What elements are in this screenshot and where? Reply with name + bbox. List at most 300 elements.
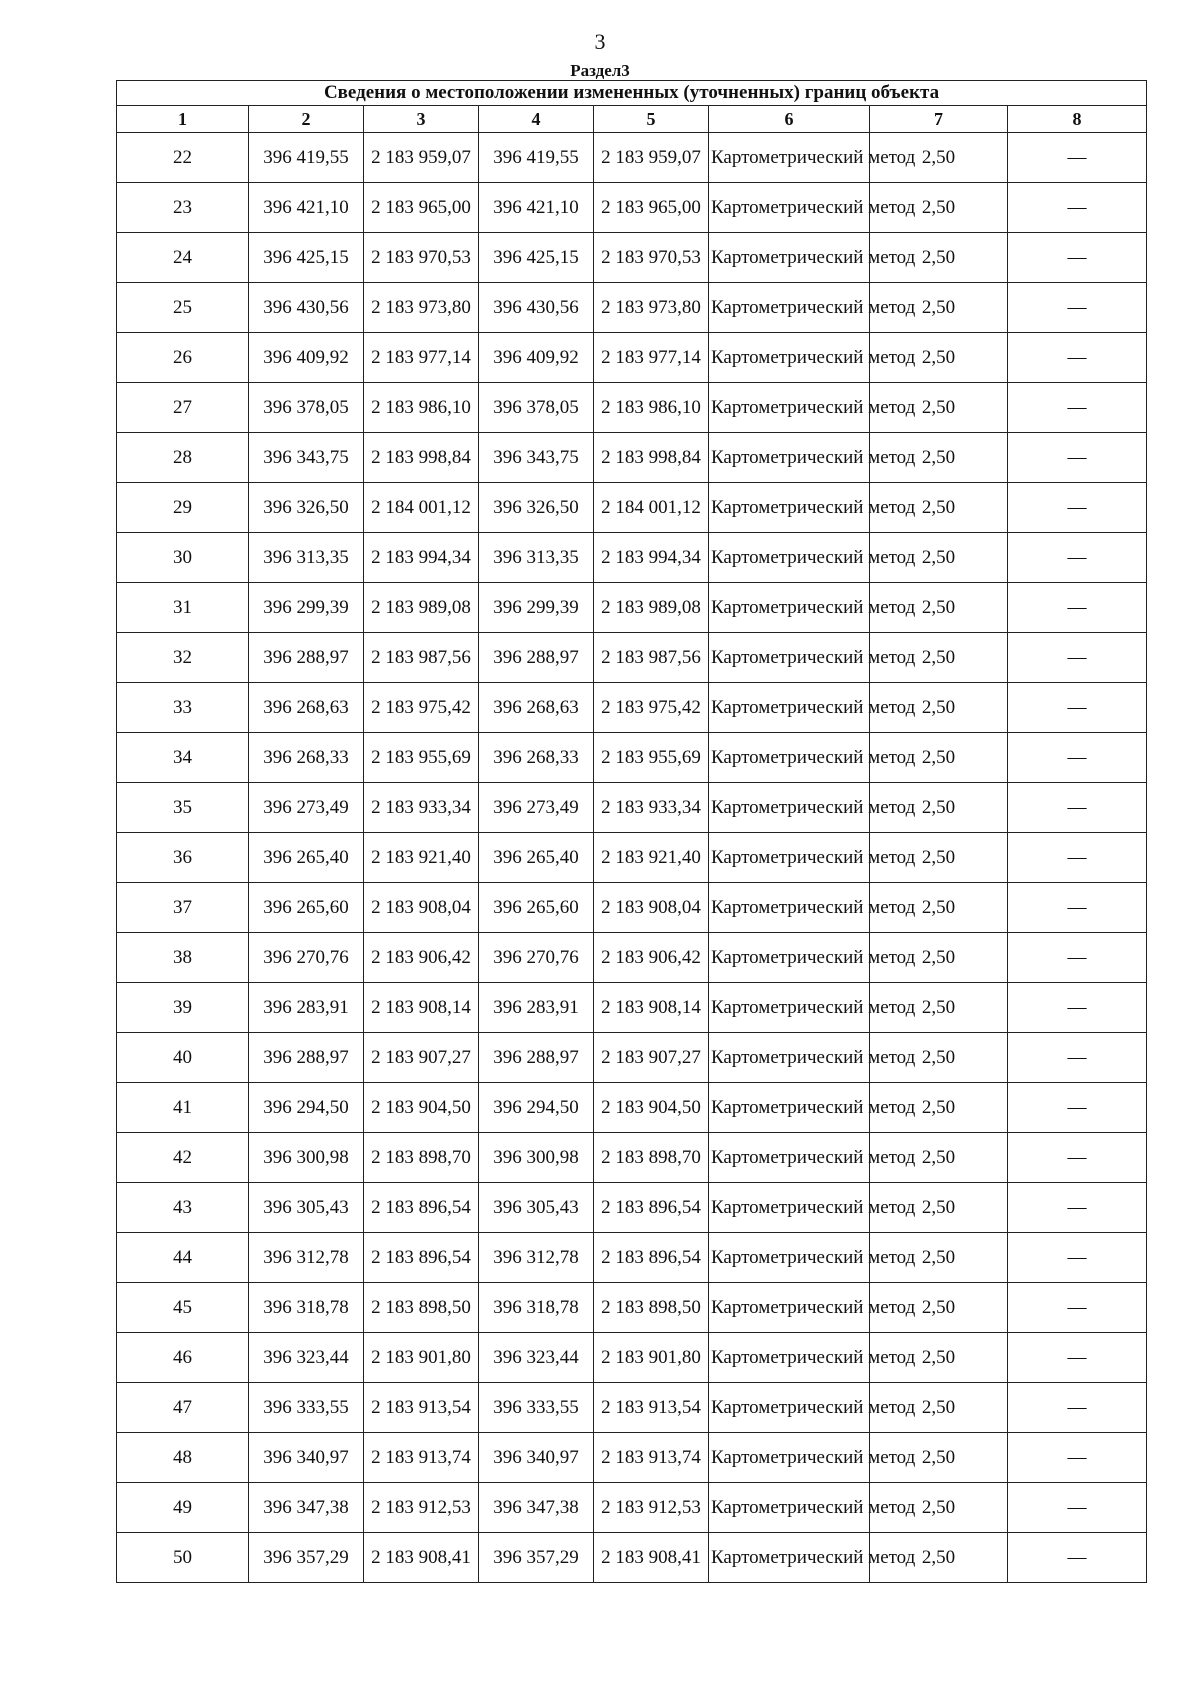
- method-cell: [709, 1083, 916, 1133]
- note-cell: —: [1008, 633, 1147, 683]
- method-text: Картометрический метод: [711, 296, 916, 318]
- x-refined-cell: 396 421,10: [479, 183, 594, 233]
- accuracy-cell: 2,50: [870, 583, 1008, 633]
- y-refined-cell: 2 183 896,54: [594, 1183, 709, 1233]
- y-refined-cell: 2 183 896,54: [594, 1233, 709, 1283]
- point-number-cell: 50: [117, 1533, 249, 1583]
- x-existing-cell: 396 270,76: [249, 933, 364, 983]
- y-refined-cell: 2 183 998,84: [594, 433, 709, 483]
- y-existing-cell: 2 183 896,54: [364, 1233, 479, 1283]
- x-refined-cell: 396 270,76: [479, 933, 594, 983]
- accuracy-cell: 2,50: [870, 1283, 1008, 1333]
- table-row: [117, 983, 1147, 1033]
- table-row: [117, 283, 1147, 333]
- y-existing-cell: 2 183 989,08: [364, 583, 479, 633]
- x-refined-cell: 396 265,60: [479, 883, 594, 933]
- x-refined-cell: 396 333,55: [479, 1383, 594, 1433]
- method-cell: [709, 333, 916, 383]
- note-cell: —: [1008, 733, 1147, 783]
- note-cell: —: [1008, 183, 1147, 233]
- note-cell: —: [1008, 383, 1147, 433]
- x-refined-cell: 396 294,50: [479, 1083, 594, 1133]
- y-existing-cell: 2 183 898,50: [364, 1283, 479, 1333]
- method-text: Картометрический метод: [711, 1446, 916, 1468]
- method-cell: [709, 1383, 916, 1433]
- table-row: [117, 1383, 1147, 1433]
- point-number-cell: 23: [117, 183, 249, 233]
- table-row: [117, 783, 1147, 833]
- x-refined-cell: 396 288,97: [479, 633, 594, 683]
- method-text: Картометрический метод: [711, 596, 916, 618]
- point-number-cell: 43: [117, 1183, 249, 1233]
- method-cell: [709, 1433, 916, 1483]
- method-text: Картометрический метод: [711, 896, 916, 918]
- table-row: [117, 433, 1147, 483]
- y-refined-cell: 2 183 908,41: [594, 1533, 709, 1583]
- accuracy-cell: 2,50: [870, 433, 1008, 483]
- y-refined-cell: 2 183 994,34: [594, 533, 709, 583]
- y-refined-cell: 2 183 901,80: [594, 1333, 709, 1383]
- note-cell: —: [1008, 1083, 1147, 1133]
- note-cell: —: [1008, 483, 1147, 533]
- x-refined-cell: 396 318,78: [479, 1283, 594, 1333]
- method-text: Картометрический метод: [711, 1096, 916, 1118]
- x-existing-cell: 396 340,97: [249, 1433, 364, 1483]
- x-refined-cell: 396 299,39: [479, 583, 594, 633]
- y-existing-cell: 2 183 998,84: [364, 433, 479, 483]
- table-row: [117, 933, 1147, 983]
- y-refined-cell: 2 184 001,12: [594, 483, 709, 533]
- note-cell: —: [1008, 683, 1147, 733]
- x-existing-cell: 396 294,50: [249, 1083, 364, 1133]
- y-existing-cell: 2 183 913,74: [364, 1433, 479, 1483]
- x-existing-cell: 396 288,97: [249, 1033, 364, 1083]
- x-refined-cell: 396 409,92: [479, 333, 594, 383]
- table-row: [117, 333, 1147, 383]
- table-row: [117, 1083, 1147, 1133]
- method-text: Картометрический метод: [711, 396, 916, 418]
- x-refined-cell: 396 419,55: [479, 133, 594, 183]
- method-text: Картометрический метод: [711, 1196, 916, 1218]
- method-text: Картометрический метод: [711, 696, 916, 718]
- x-refined-cell: 396 268,33: [479, 733, 594, 783]
- accuracy-cell: 2,50: [870, 783, 1008, 833]
- y-existing-cell: 2 183 904,50: [364, 1083, 479, 1133]
- x-refined-cell: 396 312,78: [479, 1233, 594, 1283]
- y-refined-cell: 2 183 970,53: [594, 233, 709, 283]
- x-existing-cell: 396 323,44: [249, 1333, 364, 1383]
- x-existing-cell: 396 299,39: [249, 583, 364, 633]
- x-existing-cell: 396 419,55: [249, 133, 364, 183]
- note-cell: —: [1008, 133, 1147, 183]
- y-refined-cell: 2 183 977,14: [594, 333, 709, 383]
- method-text: Картометрический метод: [711, 1346, 916, 1368]
- method-cell: [709, 1533, 916, 1583]
- method-text: Картометрический метод: [711, 796, 916, 818]
- method-text: Картометрический метод: [711, 746, 916, 768]
- accuracy-cell: 2,50: [870, 1383, 1008, 1433]
- method-cell: [709, 1333, 916, 1383]
- x-refined-cell: 396 430,56: [479, 283, 594, 333]
- x-refined-cell: 396 313,35: [479, 533, 594, 583]
- table-row: [117, 733, 1147, 783]
- coordinates-table: [116, 80, 1147, 1583]
- accuracy-cell: 2,50: [870, 883, 1008, 933]
- x-refined-cell: 396 343,75: [479, 433, 594, 483]
- x-existing-cell: 396 265,40: [249, 833, 364, 883]
- x-existing-cell: 396 318,78: [249, 1283, 364, 1333]
- column-number: 1: [117, 106, 249, 133]
- note-cell: —: [1008, 1483, 1147, 1533]
- accuracy-cell: 2,50: [870, 1133, 1008, 1183]
- method-text: Картометрический метод: [711, 546, 916, 568]
- x-existing-cell: 396 305,43: [249, 1183, 364, 1233]
- table-row: [117, 133, 1147, 183]
- accuracy-cell: 2,50: [870, 1183, 1008, 1233]
- accuracy-cell: 2,50: [870, 1433, 1008, 1483]
- x-existing-cell: 396 283,91: [249, 983, 364, 1033]
- method-text: Картометрический метод: [711, 996, 916, 1018]
- x-refined-cell: 396 268,63: [479, 683, 594, 733]
- y-refined-cell: 2 183 912,53: [594, 1483, 709, 1533]
- point-number-cell: 40: [117, 1033, 249, 1083]
- point-number-cell: 28: [117, 433, 249, 483]
- y-refined-cell: 2 183 913,54: [594, 1383, 709, 1433]
- method-cell: [709, 183, 916, 233]
- y-refined-cell: 2 183 955,69: [594, 733, 709, 783]
- accuracy-cell: 2,50: [870, 833, 1008, 883]
- note-cell: —: [1008, 1383, 1147, 1433]
- point-number-cell: 31: [117, 583, 249, 633]
- y-existing-cell: 2 183 959,07: [364, 133, 479, 183]
- table-row: [117, 1233, 1147, 1283]
- table-row: [117, 1483, 1147, 1533]
- x-refined-cell: 396 347,38: [479, 1483, 594, 1533]
- method-cell: [709, 883, 916, 933]
- table-row: [117, 583, 1147, 633]
- point-number-cell: 44: [117, 1233, 249, 1283]
- column-number: 2: [249, 106, 364, 133]
- accuracy-cell: 2,50: [870, 383, 1008, 433]
- accuracy-cell: 2,50: [870, 1533, 1008, 1583]
- x-existing-cell: 396 357,29: [249, 1533, 364, 1583]
- method-cell: [709, 733, 916, 783]
- x-existing-cell: 396 333,55: [249, 1383, 364, 1433]
- method-text: Картометрический метод: [711, 146, 916, 168]
- y-existing-cell: 2 183 912,53: [364, 1483, 479, 1533]
- note-cell: —: [1008, 833, 1147, 883]
- point-number-cell: 22: [117, 133, 249, 183]
- note-cell: —: [1008, 433, 1147, 483]
- y-existing-cell: 2 183 975,42: [364, 683, 479, 733]
- y-existing-cell: 2 183 921,40: [364, 833, 479, 883]
- x-existing-cell: 396 273,49: [249, 783, 364, 833]
- x-existing-cell: 396 313,35: [249, 533, 364, 583]
- x-existing-cell: 396 421,10: [249, 183, 364, 233]
- x-existing-cell: 396 378,05: [249, 383, 364, 433]
- x-existing-cell: 396 409,92: [249, 333, 364, 383]
- method-cell: [709, 1283, 916, 1333]
- y-existing-cell: 2 183 908,41: [364, 1533, 479, 1583]
- column-number: 3: [364, 106, 479, 133]
- method-text: Картометрический метод: [711, 1396, 916, 1418]
- point-number-cell: 46: [117, 1333, 249, 1383]
- x-refined-cell: 396 357,29: [479, 1533, 594, 1583]
- point-number-cell: 39: [117, 983, 249, 1033]
- method-cell: [709, 383, 916, 433]
- column-number: 8: [1008, 106, 1147, 133]
- y-refined-cell: 2 183 906,42: [594, 933, 709, 983]
- table-caption: Сведения о местоположении измененных (уточненных) границ объекта: [117, 81, 1147, 106]
- method-cell: [709, 1483, 916, 1533]
- point-number-cell: 29: [117, 483, 249, 533]
- point-number-cell: 24: [117, 233, 249, 283]
- table-row: [117, 1333, 1147, 1383]
- table-row: [117, 1033, 1147, 1083]
- point-number-cell: 47: [117, 1383, 249, 1433]
- note-cell: —: [1008, 283, 1147, 333]
- x-refined-cell: 396 323,44: [479, 1333, 594, 1383]
- y-existing-cell: 2 183 908,04: [364, 883, 479, 933]
- method-cell: [709, 633, 916, 683]
- y-existing-cell: 2 183 908,14: [364, 983, 479, 1033]
- y-existing-cell: 2 183 986,10: [364, 383, 479, 433]
- accuracy-cell: 2,50: [870, 1483, 1008, 1533]
- section-title: Раздел3: [570, 61, 630, 80]
- point-number-cell: 32: [117, 633, 249, 683]
- accuracy-cell: 2,50: [870, 133, 1008, 183]
- point-number-cell: 27: [117, 383, 249, 433]
- note-cell: —: [1008, 783, 1147, 833]
- table-row: [117, 483, 1147, 533]
- y-existing-cell: 2 183 965,00: [364, 183, 479, 233]
- method-text: Картометрический метод: [711, 846, 916, 868]
- method-cell: [709, 133, 916, 183]
- table-row: [117, 1283, 1147, 1333]
- method-text: Картометрический метод: [711, 1046, 916, 1068]
- point-number-cell: 37: [117, 883, 249, 933]
- accuracy-cell: 2,50: [870, 1233, 1008, 1283]
- y-refined-cell: 2 183 975,42: [594, 683, 709, 733]
- x-refined-cell: 396 283,91: [479, 983, 594, 1033]
- x-existing-cell: 396 347,38: [249, 1483, 364, 1533]
- x-existing-cell: 396 300,98: [249, 1133, 364, 1183]
- x-existing-cell: 396 312,78: [249, 1233, 364, 1283]
- y-refined-cell: 2 183 907,27: [594, 1033, 709, 1083]
- method-cell: [709, 283, 916, 333]
- method-text: Картометрический метод: [711, 196, 916, 218]
- method-text: Картометрический метод: [711, 1546, 916, 1568]
- accuracy-cell: 2,50: [870, 1333, 1008, 1383]
- note-cell: —: [1008, 533, 1147, 583]
- note-cell: —: [1008, 1333, 1147, 1383]
- table-row: [117, 1533, 1147, 1583]
- accuracy-cell: 2,50: [870, 533, 1008, 583]
- x-refined-cell: 396 288,97: [479, 1033, 594, 1083]
- page-number: 3: [594, 29, 606, 54]
- method-text: Картометрический метод: [711, 1246, 916, 1268]
- table-caption-row: [117, 81, 1147, 106]
- point-number-cell: 48: [117, 1433, 249, 1483]
- accuracy-cell: 2,50: [870, 733, 1008, 783]
- x-refined-cell: 396 326,50: [479, 483, 594, 533]
- accuracy-cell: 2,50: [870, 633, 1008, 683]
- y-refined-cell: 2 183 904,50: [594, 1083, 709, 1133]
- table-row: [117, 183, 1147, 233]
- accuracy-cell: 2,50: [870, 183, 1008, 233]
- method-cell: [709, 533, 916, 583]
- point-number-cell: 45: [117, 1283, 249, 1333]
- y-refined-cell: 2 183 987,56: [594, 633, 709, 683]
- note-cell: —: [1008, 1433, 1147, 1483]
- y-existing-cell: 2 183 973,80: [364, 283, 479, 333]
- accuracy-cell: 2,50: [870, 933, 1008, 983]
- accuracy-cell: 2,50: [870, 1083, 1008, 1133]
- method-cell: [709, 1233, 916, 1283]
- x-existing-cell: 396 268,33: [249, 733, 364, 783]
- table-row: [117, 1183, 1147, 1233]
- y-refined-cell: 2 183 908,04: [594, 883, 709, 933]
- note-cell: —: [1008, 583, 1147, 633]
- column-number: 4: [479, 106, 594, 133]
- accuracy-cell: 2,50: [870, 333, 1008, 383]
- table-row: [117, 533, 1147, 583]
- table-row: [117, 233, 1147, 283]
- y-refined-cell: 2 183 898,70: [594, 1133, 709, 1183]
- table-body: [117, 133, 1147, 1583]
- point-number-cell: 26: [117, 333, 249, 383]
- table-row: [117, 1433, 1147, 1483]
- note-cell: —: [1008, 233, 1147, 283]
- x-refined-cell: 396 265,40: [479, 833, 594, 883]
- y-existing-cell: 2 183 933,34: [364, 783, 479, 833]
- method-cell: [709, 683, 916, 733]
- method-cell: [709, 583, 916, 633]
- point-number-cell: 49: [117, 1483, 249, 1533]
- y-refined-cell: 2 183 989,08: [594, 583, 709, 633]
- x-existing-cell: 396 430,56: [249, 283, 364, 333]
- method-text: Картометрический метод: [711, 346, 916, 368]
- note-cell: —: [1008, 1233, 1147, 1283]
- y-existing-cell: 2 183 913,54: [364, 1383, 479, 1433]
- x-existing-cell: 396 268,63: [249, 683, 364, 733]
- accuracy-cell: 2,50: [870, 1033, 1008, 1083]
- method-cell: [709, 1033, 916, 1083]
- y-refined-cell: 2 183 898,50: [594, 1283, 709, 1333]
- method-text: Картометрический метод: [711, 1296, 916, 1318]
- x-refined-cell: 396 425,15: [479, 233, 594, 283]
- method-cell: [709, 433, 916, 483]
- y-existing-cell: 2 183 994,34: [364, 533, 479, 583]
- method-text: Картометрический метод: [711, 446, 916, 468]
- point-number-cell: 33: [117, 683, 249, 733]
- x-refined-cell: 396 273,49: [479, 783, 594, 833]
- point-number-cell: 41: [117, 1083, 249, 1133]
- note-cell: —: [1008, 1283, 1147, 1333]
- method-cell: [709, 983, 916, 1033]
- x-refined-cell: 396 300,98: [479, 1133, 594, 1183]
- point-number-cell: 25: [117, 283, 249, 333]
- x-refined-cell: 396 340,97: [479, 1433, 594, 1483]
- x-refined-cell: 396 378,05: [479, 383, 594, 433]
- method-text: Картометрический метод: [711, 1496, 916, 1518]
- y-existing-cell: 2 183 898,70: [364, 1133, 479, 1183]
- method-cell: [709, 483, 916, 533]
- y-existing-cell: 2 183 987,56: [364, 633, 479, 683]
- point-number-cell: 35: [117, 783, 249, 833]
- y-existing-cell: 2 183 955,69: [364, 733, 479, 783]
- y-existing-cell: 2 183 901,80: [364, 1333, 479, 1383]
- note-cell: —: [1008, 333, 1147, 383]
- table-row: [117, 683, 1147, 733]
- method-text: Картометрический метод: [711, 646, 916, 668]
- method-cell: [709, 933, 916, 983]
- note-cell: —: [1008, 1533, 1147, 1583]
- method-cell: [709, 1183, 916, 1233]
- accuracy-cell: 2,50: [870, 683, 1008, 733]
- note-cell: —: [1008, 883, 1147, 933]
- note-cell: —: [1008, 1133, 1147, 1183]
- table-row: [117, 1133, 1147, 1183]
- method-cell: [709, 1133, 916, 1183]
- note-cell: —: [1008, 1033, 1147, 1083]
- method-text: Картометрический метод: [711, 496, 916, 518]
- method-cell: [709, 783, 916, 833]
- method-cell: [709, 833, 916, 883]
- method-text: Картометрический метод: [711, 1146, 916, 1168]
- x-existing-cell: 396 326,50: [249, 483, 364, 533]
- x-existing-cell: 396 288,97: [249, 633, 364, 683]
- x-refined-cell: 396 305,43: [479, 1183, 594, 1233]
- y-existing-cell: 2 183 906,42: [364, 933, 479, 983]
- y-refined-cell: 2 183 986,10: [594, 383, 709, 433]
- y-existing-cell: 2 183 977,14: [364, 333, 479, 383]
- point-number-cell: 36: [117, 833, 249, 883]
- accuracy-cell: 2,50: [870, 983, 1008, 1033]
- note-cell: —: [1008, 983, 1147, 1033]
- method-text: Картометрический метод: [711, 946, 916, 968]
- point-number-cell: 38: [117, 933, 249, 983]
- y-refined-cell: 2 183 908,14: [594, 983, 709, 1033]
- column-number: 6: [709, 106, 870, 133]
- y-refined-cell: 2 183 959,07: [594, 133, 709, 183]
- table-row: [117, 883, 1147, 933]
- x-existing-cell: 396 343,75: [249, 433, 364, 483]
- accuracy-cell: 2,50: [870, 483, 1008, 533]
- column-number: 5: [594, 106, 709, 133]
- accuracy-cell: 2,50: [870, 283, 1008, 333]
- x-existing-cell: 396 265,60: [249, 883, 364, 933]
- table-row: [117, 833, 1147, 883]
- y-existing-cell: 2 184 001,12: [364, 483, 479, 533]
- table-row: [117, 383, 1147, 433]
- point-number-cell: 34: [117, 733, 249, 783]
- note-cell: —: [1008, 933, 1147, 983]
- method-cell: [709, 233, 916, 283]
- x-existing-cell: 396 425,15: [249, 233, 364, 283]
- column-number: 7: [870, 106, 1008, 133]
- column-number-row: [117, 106, 1147, 133]
- point-number-cell: 42: [117, 1133, 249, 1183]
- y-refined-cell: 2 183 921,40: [594, 833, 709, 883]
- y-refined-cell: 2 183 965,00: [594, 183, 709, 233]
- y-existing-cell: 2 183 970,53: [364, 233, 479, 283]
- note-cell: —: [1008, 1183, 1147, 1233]
- y-refined-cell: 2 183 933,34: [594, 783, 709, 833]
- y-existing-cell: 2 183 896,54: [364, 1183, 479, 1233]
- table-row: [117, 633, 1147, 683]
- y-refined-cell: 2 183 973,80: [594, 283, 709, 333]
